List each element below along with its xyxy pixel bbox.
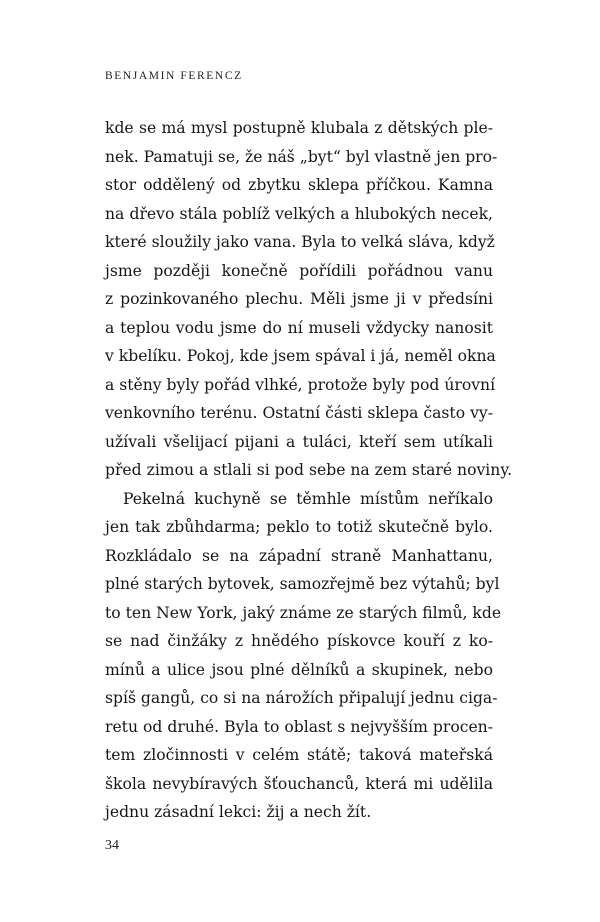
text-line: jsme později konečně pořídili pořádnou vanu (105, 261, 493, 280)
text-line: škola nevybíravých šťouchanců, která mi udělila (105, 774, 493, 793)
text-line: jen tak zbůhdarma; peklo to totiž skutečně bylo. (105, 518, 493, 536)
text-line: které sloužily jako vana. Byla to velká sláva, když (105, 233, 495, 251)
text-line: kde se má mysl postupně klubala z dětských ple- (105, 119, 493, 137)
text-line: mínů a ulice jsou plné dělníků a skupinek, nebo (105, 660, 493, 679)
paragraph-2 (105, 485, 502, 827)
text-line: plné starých bytovek, samozřejmě bez výtahů; byl (105, 575, 500, 593)
paragraph-1 (105, 114, 513, 485)
text-line: retu od druhé. Byla to oblast s nejvyšším procen- (105, 717, 493, 736)
text-line: to ten New York, jaký známe ze starých filmů, kde (105, 603, 502, 622)
text-line: v kbelíku. Pokoj, kde jsem spával i já, neměl okna (105, 347, 496, 365)
text-line: před zimou a stlali si pod sebe na zem staré noviny. (105, 461, 513, 479)
text-line: se nad činžáky z hnědého pískovce kouří z ko- (105, 632, 493, 650)
text-line: venkovního terénu. Ostatní části sklepa často vy- (105, 404, 493, 422)
text-line: a stěny byly pořád vlhké, protože byly pod úrovní (105, 375, 496, 394)
text-line: spíš gangů, co si na nárožích připalují jednu ciga- (105, 689, 498, 707)
running-head: BENJAMIN FERENCZ (105, 70, 243, 82)
text-line: stor oddělený od zbytku sklepa příčkou. Kamna (105, 176, 493, 194)
text-line: a teplou vodu jsme do ní museli vždycky nanosit (105, 318, 493, 337)
text-line: tem zločinnosti v celém státě; taková mateřská (105, 746, 493, 764)
text-line: jednu zásadní lekci: žij a nech žít. (105, 803, 372, 821)
text-line: na dřevo stála poblíž velkých a hlubokých necek, (105, 204, 493, 223)
text-line: Rozkládalo se na západní straně Manhattanu, (105, 546, 493, 565)
text-line: užívali všelijací pijani a tuláci, kteří sem utíkali (105, 432, 493, 451)
text-line: z pozinkovaného plechu. Měli jsme ji v předsíni (105, 290, 493, 308)
text-line: Pekelná kuchyně se těmhle místům neříkalo (123, 489, 493, 508)
text-line: nek. Pamatuji se, že náš „byt“ byl vlastně jen pro- (105, 147, 498, 166)
page-number: 34 (105, 838, 119, 853)
body-text (105, 114, 513, 827)
